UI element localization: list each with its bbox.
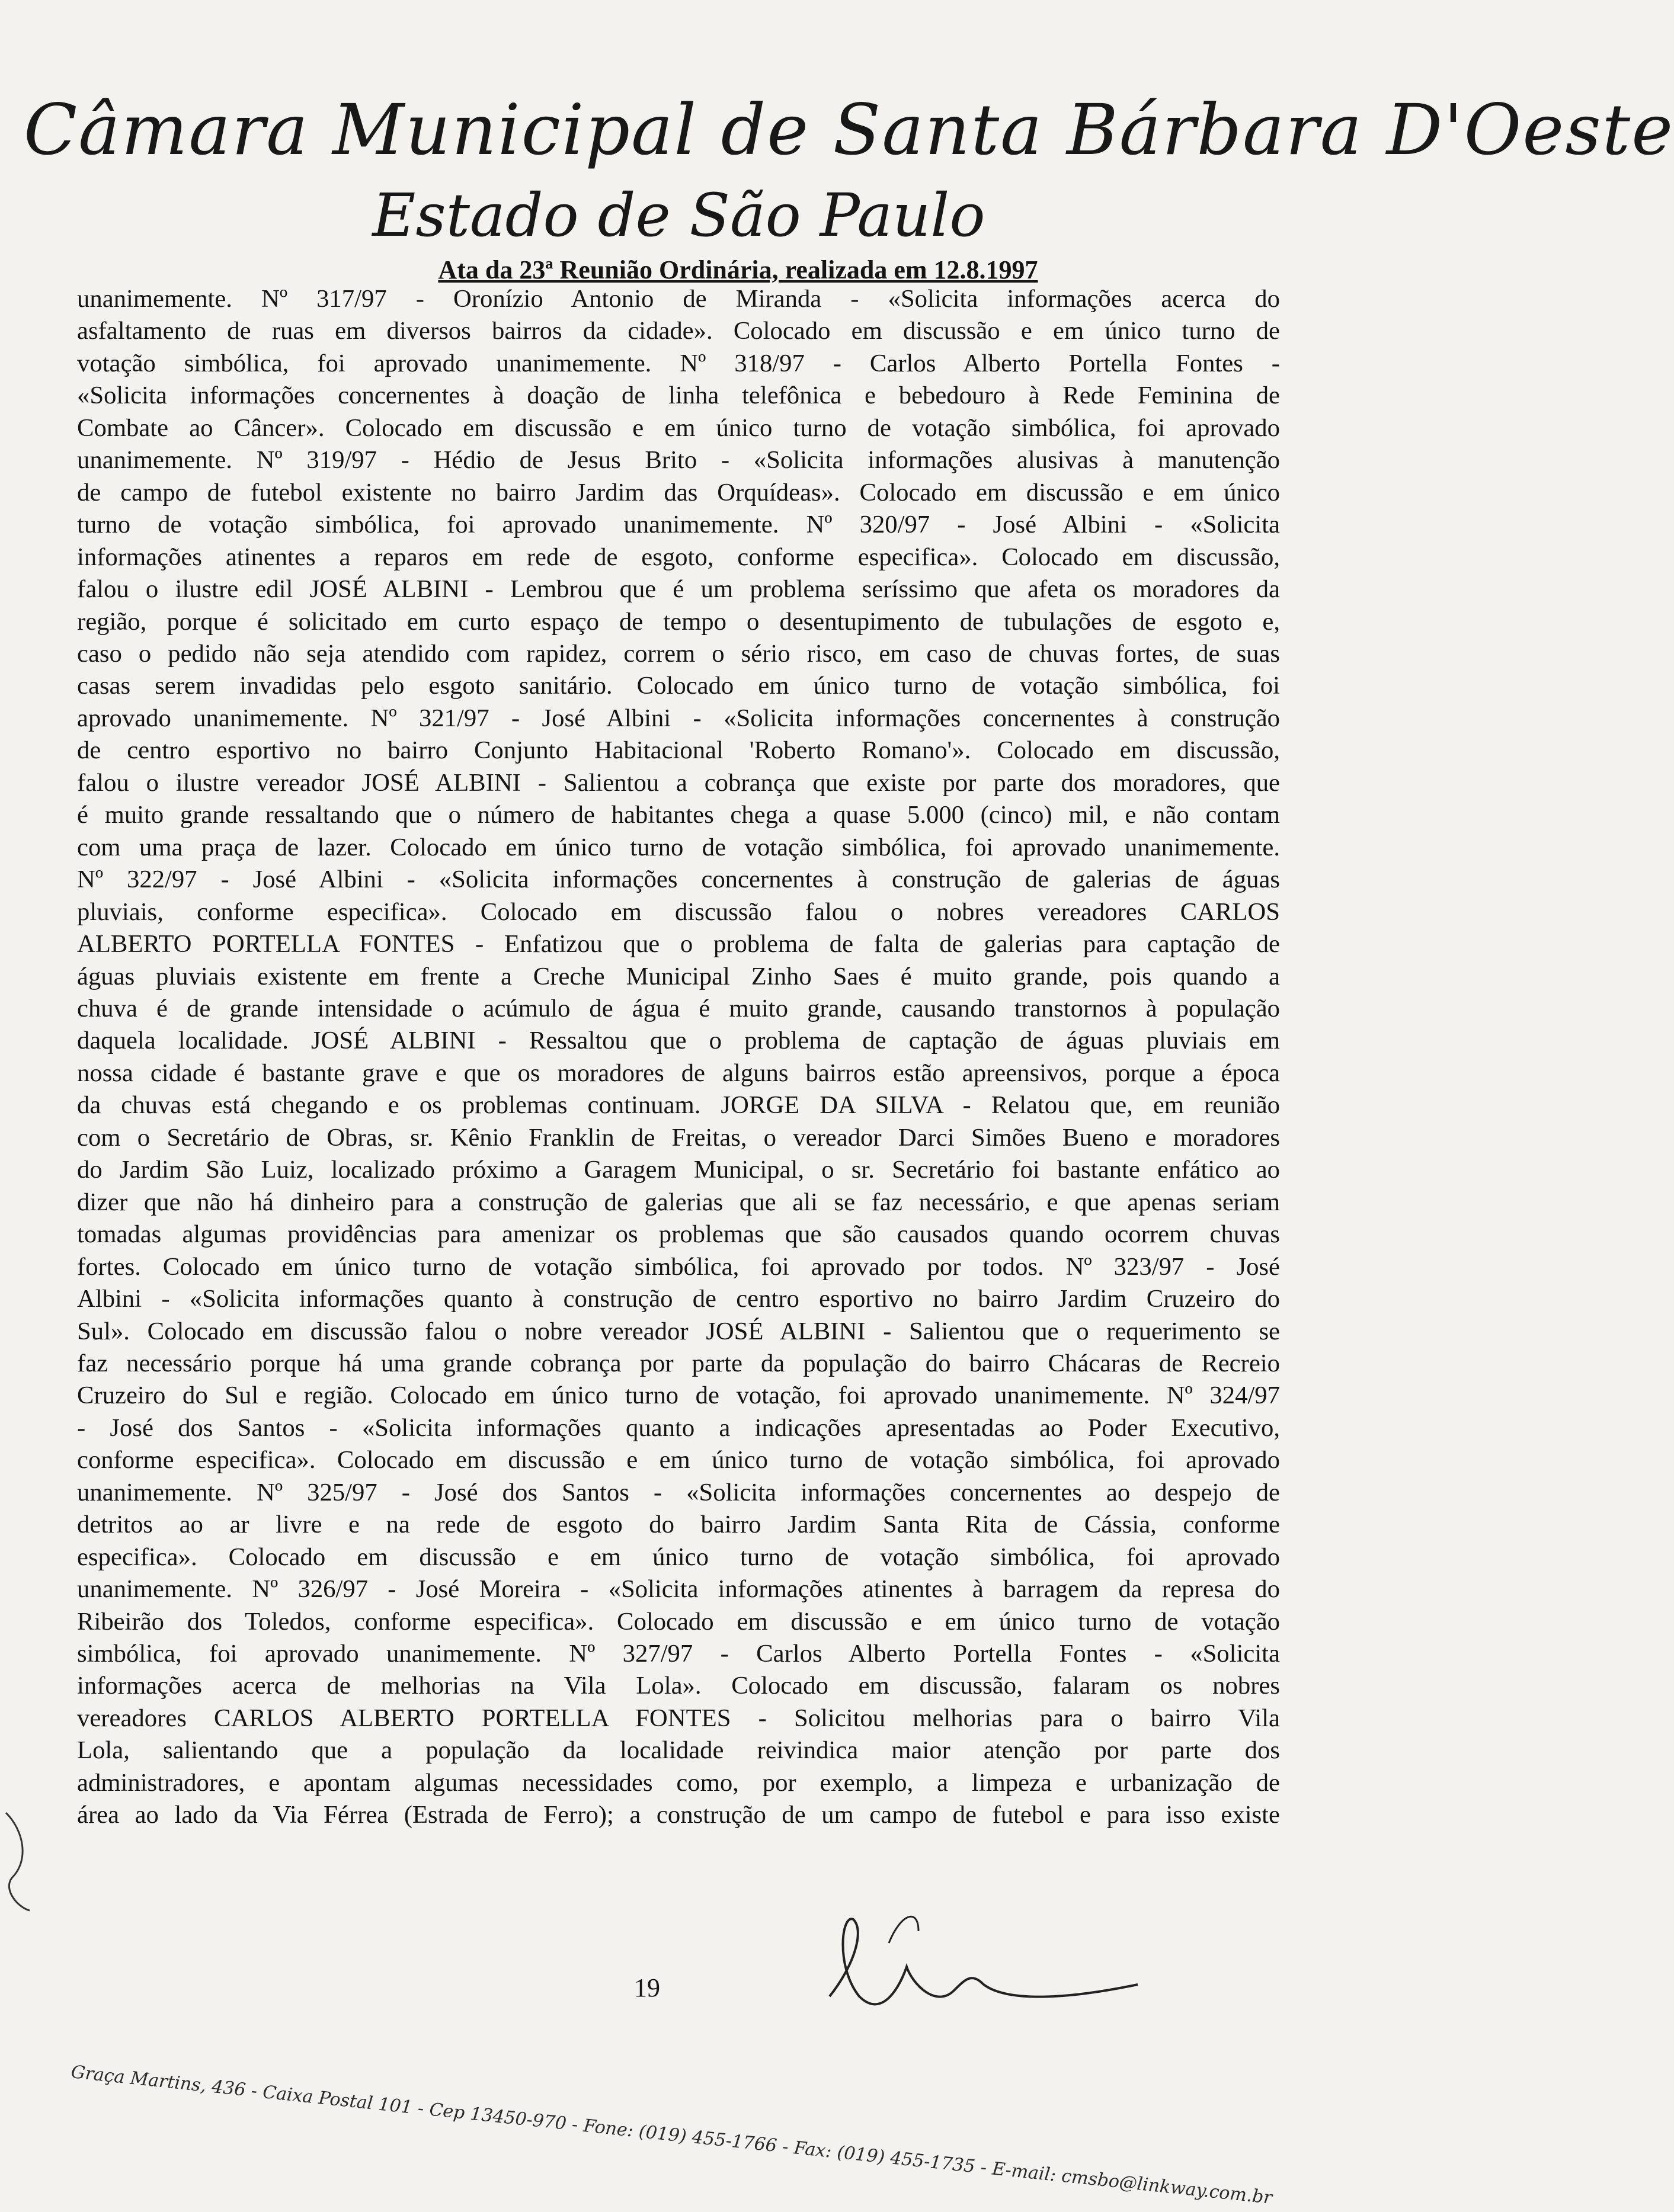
text-line: nossa cidade é bastante grave e que os moradores de alguns bairros estão apreensivos, porque a época	[77, 1059, 1280, 1087]
text-line: vereadores CARLOS ALBERTO PORTELLA FONTES - Solicitou melhorias para o bairro Vila	[77, 1704, 1280, 1732]
text-line: Sul». Colocado em discussão falou o nobre vereador JOSÉ ALBINI - Salientou que o requerimento se	[77, 1317, 1280, 1345]
text-line: turno de votação simbólica, foi aprovado unanimemente. Nº 320/97 - José Albini - «Solicita	[77, 511, 1280, 539]
text-line: conforme especifica». Colocado em discussão e em único turno de votação simbólica, foi aprovado	[77, 1446, 1280, 1474]
text-line: unanimemente. Nº 325/97 - José dos Santos - «Solicita informações concernentes ao despejo de	[77, 1478, 1280, 1506]
text-line: «Solicita informações concernentes à doação de linha telefônica e bebedouro à Rede Feminina de	[77, 382, 1280, 410]
text-line: informações acerca de melhorias na Vila Lola». Colocado em discussão, falaram os nobres	[77, 1672, 1280, 1700]
text-line: aprovado unanimemente. Nº 321/97 - José Albini - «Solicita informações concernentes à construção	[77, 704, 1280, 732]
text-line: tomadas algumas providências para amenizar os problemas que são causados quando ocorrem chuvas	[77, 1220, 1280, 1249]
text-line: com o Secretário de Obras, sr. Kênio Franklin de Freitas, o vereador Darci Simões Bueno e moradores	[77, 1123, 1280, 1152]
text-line: faz necessário porque há uma grande cobrança por parte da população do bairro Chácaras de Recreio	[77, 1349, 1280, 1377]
text-line: Combate ao Câncer». Colocado em discussão e em único turno de votação simbólica, foi aprovado	[77, 413, 1280, 442]
text-line: Albini - «Solicita informações quanto à construção de centro esportivo no bairro Jardim Cruzeiro do	[77, 1285, 1280, 1313]
text-line: votação simbólica, foi aprovado unanimemente. Nº 318/97 - Carlos Alberto Portella Fontes -	[77, 349, 1280, 377]
chamber-header: Câmara Municipal de Santa Bárbara D'Oeste	[24, 89, 1674, 171]
text-line: área ao lado da Via Férrea (Estrada de Ferro); a construção de um campo de futebol e para isso existe	[77, 1801, 1280, 1829]
text-line: - José dos Santos - «Solicita informações quanto a indicações apresentadas ao Poder Executivo,	[77, 1413, 1280, 1442]
text-line: de centro esportivo no bairro Conjunto Habitacional 'Roberto Romano'». Colocado em discussão,	[77, 736, 1280, 765]
address-footer: Graça Martins, 436 - Caixa Postal 101 - Cep 13450-970 - Fone: (019) 455-1766 - Fax: (019) 455-1735 - E-mail: cmsbo@linkway.com.br	[70, 2062, 1273, 2208]
margin-scribble-icon	[0, 1807, 36, 1913]
state-header: Estado de São Paulo	[372, 181, 985, 250]
minutes-title: Ata da 23ª Reunião Ordinária, realizada em 12.8.1997	[438, 255, 1038, 284]
text-line: falou o ilustre edil JOSÉ ALBINI - Lembrou que é um problema seríssimo que afeta os moradores da	[77, 575, 1280, 604]
text-line: fortes. Colocado em único turno de votação simbólica, foi aprovado por todos. Nº 323/97 - José	[77, 1252, 1280, 1281]
text-line: Lola, salientando que a população da localidade reivindica maior atenção por parte dos	[77, 1736, 1280, 1765]
text-line: detritos ao ar livre e na rede de esgoto do bairro Jardim Santa Rita de Cássia, conforme	[77, 1511, 1280, 1539]
text-line: Nº 322/97 - José Albini - «Solicita informações concernentes à construção de galerias de águas	[77, 865, 1280, 894]
text-line: informações atinentes a reparos em rede de esgoto, conforme especifica». Colocado em discussão,	[77, 543, 1280, 571]
text-line: pluviais, conforme especifica». Colocado em discussão falou o nobres vereadores CARLOS	[77, 897, 1280, 926]
text-line: da chuvas está chegando e os problemas continuam. JORGE DA SILVA - Relatou que, em reunião	[77, 1091, 1280, 1120]
text-line: daquela localidade. JOSÉ ALBINI - Ressaltou que o problema de captação de águas pluviais em	[77, 1027, 1280, 1055]
text-line: águas pluviais existente em frente a Creche Municipal Zinho Saes é muito grande, pois quando a	[77, 962, 1280, 990]
text-line: chuva é de grande intensidade o acúmulo de água é muito grande, causando transtornos à população	[77, 994, 1280, 1022]
text-line: dizer que não há dinheiro para a construção de galerias que ali se faz necessário, e que apenas seriam	[77, 1188, 1280, 1216]
text-line: ALBERTO PORTELLA FONTES - Enfatizou que o problema de falta de galerias para captação de	[77, 930, 1280, 958]
signature-icon	[818, 1896, 1150, 2050]
text-line: falou o ilustre vereador JOSÉ ALBINI - Salientou a cobrança que existe por parte dos moradores, que	[77, 768, 1280, 797]
text-line: do Jardim São Luiz, localizado próximo a Garagem Municipal, o sr. Secretário foi bastante enfático ao	[77, 1156, 1280, 1184]
text-line: especifica». Colocado em discussão e em único turno de votação simbólica, foi aprovado	[77, 1543, 1280, 1571]
text-line: simbólica, foi aprovado unanimemente. Nº 327/97 - Carlos Alberto Portella Fontes - «Solicita	[77, 1640, 1280, 1668]
page-number: 19	[634, 1973, 660, 2002]
text-line: asfaltamento de ruas em diversos bairros da cidade». Colocado em discussão e em único turno de	[77, 317, 1280, 345]
text-line: caso o pedido não seja atendido com rapidez, correm o sério risco, em caso de chuvas fortes, de suas	[77, 639, 1280, 668]
text-line: unanimemente. Nº 317/97 - Oronízio Antonio de Miranda - «Solicita informações acerca do	[77, 285, 1280, 313]
minutes-body	[77, 283, 1280, 1832]
text-line: administradores, e apontam algumas necessidades como, por exemplo, a limpeza e urbanização de	[77, 1768, 1280, 1797]
text-line: Cruzeiro do Sul e região. Colocado em único turno de votação, foi aprovado unanimemente. Nº 324/97	[77, 1381, 1280, 1410]
text-line: Ribeirão dos Toledos, conforme especifica». Colocado em discussão e em único turno de votação	[77, 1607, 1280, 1636]
text-line: com uma praça de lazer. Colocado em único turno de votação simbólica, foi aprovado unanimemente.	[77, 833, 1280, 861]
text-line: região, porque é solicitado em curto espaço de tempo o desentupimento de tubulações de esgoto e,	[77, 607, 1280, 636]
text-line: unanimemente. Nº 326/97 - José Moreira - «Solicita informações atinentes à barragem da represa do	[77, 1575, 1280, 1604]
text-line: unanimemente. Nº 319/97 - Hédio de Jesus Brito - «Solicita informações alusivas à manutenção	[77, 446, 1280, 475]
text-line: de campo de futebol existente no bairro Jardim das Orquídeas». Colocado em discussão e em único	[77, 478, 1280, 506]
text-line: é muito grande ressaltando que o número de habitantes chega a quase 5.000 (cinco) mil, e não contam	[77, 801, 1280, 829]
text-line: casas serem invadidas pelo esgoto sanitário. Colocado em único turno de votação simbólica, foi	[77, 672, 1280, 700]
